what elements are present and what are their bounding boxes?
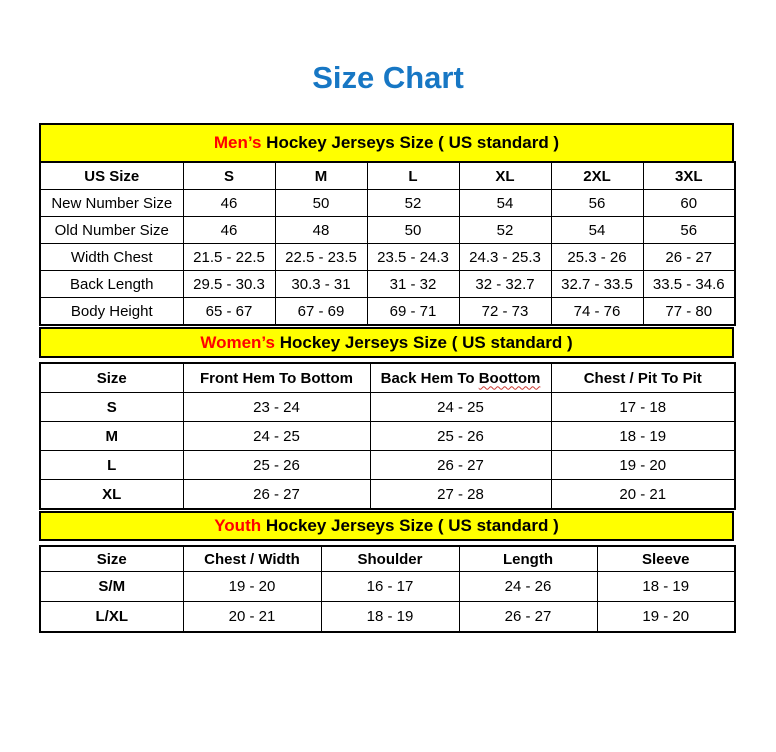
table-row (40, 190, 735, 217)
youth-accent-word: Youth (214, 516, 262, 535)
row-label: M (40, 422, 183, 451)
column-header: 2XL (551, 162, 643, 190)
table-cell: 23 - 24 (183, 393, 370, 422)
table-cell: 77 - 80 (643, 298, 735, 326)
column-header: Shoulder (321, 546, 459, 572)
row-label: New Number Size (40, 190, 183, 217)
table-cell: 24.3 - 25.3 (459, 244, 551, 271)
table-cell: 25 - 26 (370, 422, 551, 451)
table-cell: 29.5 - 30.3 (183, 271, 275, 298)
table-cell: 30.3 - 31 (275, 271, 367, 298)
table-cell: 52 (367, 190, 459, 217)
column-header: 3XL (643, 162, 735, 190)
table-cell: 33.5 - 34.6 (643, 271, 735, 298)
mens-accent-word: Men’s (213, 133, 262, 152)
table-cell: 18 - 19 (321, 602, 459, 633)
youth-section-header (39, 511, 734, 541)
table-cell: 50 (275, 190, 367, 217)
header-text: Back Hem To (380, 369, 475, 387)
table-cell: 54 (551, 217, 643, 244)
row-label: S/M (40, 572, 183, 602)
table-cell: 18 - 19 (551, 422, 735, 451)
womens-section-header (39, 327, 734, 358)
table-row (40, 298, 735, 326)
column-header (370, 363, 551, 393)
mens-header-row (40, 162, 735, 190)
table-row (40, 217, 735, 244)
table-row (40, 271, 735, 298)
womens-header-row (40, 363, 735, 393)
table-cell: 31 - 32 (367, 271, 459, 298)
column-header: Size (40, 546, 183, 572)
column-header: Chest / Pit To Pit (551, 363, 735, 393)
table-cell: 25.3 - 26 (551, 244, 643, 271)
table-row (40, 451, 735, 480)
table-cell: 24 - 26 (459, 572, 597, 602)
column-header: Chest / Width (183, 546, 321, 572)
table-row (40, 572, 735, 602)
table-cell: 74 - 76 (551, 298, 643, 326)
page-title: Size Chart (312, 60, 464, 95)
column-header: Length (459, 546, 597, 572)
table-cell: 24 - 25 (370, 393, 551, 422)
table-cell: 56 (551, 190, 643, 217)
table-cell: 60 (643, 190, 735, 217)
table-cell: 25 - 26 (183, 451, 370, 480)
table-cell: 19 - 20 (183, 572, 321, 602)
womens-size-table (39, 362, 736, 510)
table-cell: 20 - 21 (551, 480, 735, 510)
table-row (40, 480, 735, 510)
youth-heading-text: Hockey Jerseys Size ( US standard ) (265, 516, 559, 535)
misspelled-word: Boottom (478, 369, 541, 387)
column-header: Sleeve (597, 546, 735, 572)
table-cell: 67 - 69 (275, 298, 367, 326)
table-row (40, 393, 735, 422)
table-cell: 17 - 18 (551, 393, 735, 422)
table-cell: 16 - 17 (321, 572, 459, 602)
table-cell: 24 - 25 (183, 422, 370, 451)
table-cell: 69 - 71 (367, 298, 459, 326)
table-cell: 21.5 - 22.5 (183, 244, 275, 271)
column-header: Front Hem To Bottom (183, 363, 370, 393)
mens-section-header (39, 123, 734, 161)
column-header: S (183, 162, 275, 190)
row-label: Back Length (40, 271, 183, 298)
table-cell: 46 (183, 217, 275, 244)
table-cell: 20 - 21 (183, 602, 321, 633)
row-label: Old Number Size (40, 217, 183, 244)
column-header: XL (459, 162, 551, 190)
row-label: L (40, 451, 183, 480)
table-cell: 18 - 19 (597, 572, 735, 602)
table-cell: 72 - 73 (459, 298, 551, 326)
womens-heading-text: Hockey Jerseys Size ( US standard ) (279, 333, 573, 352)
table-cell: 56 (643, 217, 735, 244)
table-cell: 26 - 27 (183, 480, 370, 510)
youth-size-table (39, 545, 736, 633)
table-cell: 26 - 27 (370, 451, 551, 480)
table-row (40, 422, 735, 451)
table-cell: 22.5 - 23.5 (275, 244, 367, 271)
column-header: Size (40, 363, 183, 393)
row-label: Width Chest (40, 244, 183, 271)
table-cell: 23.5 - 24.3 (367, 244, 459, 271)
table-cell: 26 - 27 (459, 602, 597, 633)
row-label: XL (40, 480, 183, 510)
row-label: S (40, 393, 183, 422)
column-header: US Size (40, 162, 183, 190)
column-header: M (275, 162, 367, 190)
table-cell: 19 - 20 (597, 602, 735, 633)
womens-accent-word: Women’s (200, 333, 275, 352)
table-cell: 26 - 27 (643, 244, 735, 271)
table-cell: 65 - 67 (183, 298, 275, 326)
table-row (40, 244, 735, 271)
row-label: Body Height (40, 298, 183, 326)
table-row (40, 602, 735, 633)
table-cell: 32.7 - 33.5 (551, 271, 643, 298)
table-cell: 27 - 28 (370, 480, 551, 510)
table-cell: 50 (367, 217, 459, 244)
size-chart-container (39, 123, 734, 633)
table-cell: 19 - 20 (551, 451, 735, 480)
row-label: L/XL (40, 602, 183, 633)
youth-header-row (40, 546, 735, 572)
table-cell: 54 (459, 190, 551, 217)
mens-heading-text: Hockey Jerseys Size ( US standard ) (266, 133, 560, 152)
column-header: L (367, 162, 459, 190)
mens-size-table (39, 161, 736, 326)
table-cell: 46 (183, 190, 275, 217)
table-cell: 32 - 32.7 (459, 271, 551, 298)
table-cell: 52 (459, 217, 551, 244)
table-cell: 48 (275, 217, 367, 244)
